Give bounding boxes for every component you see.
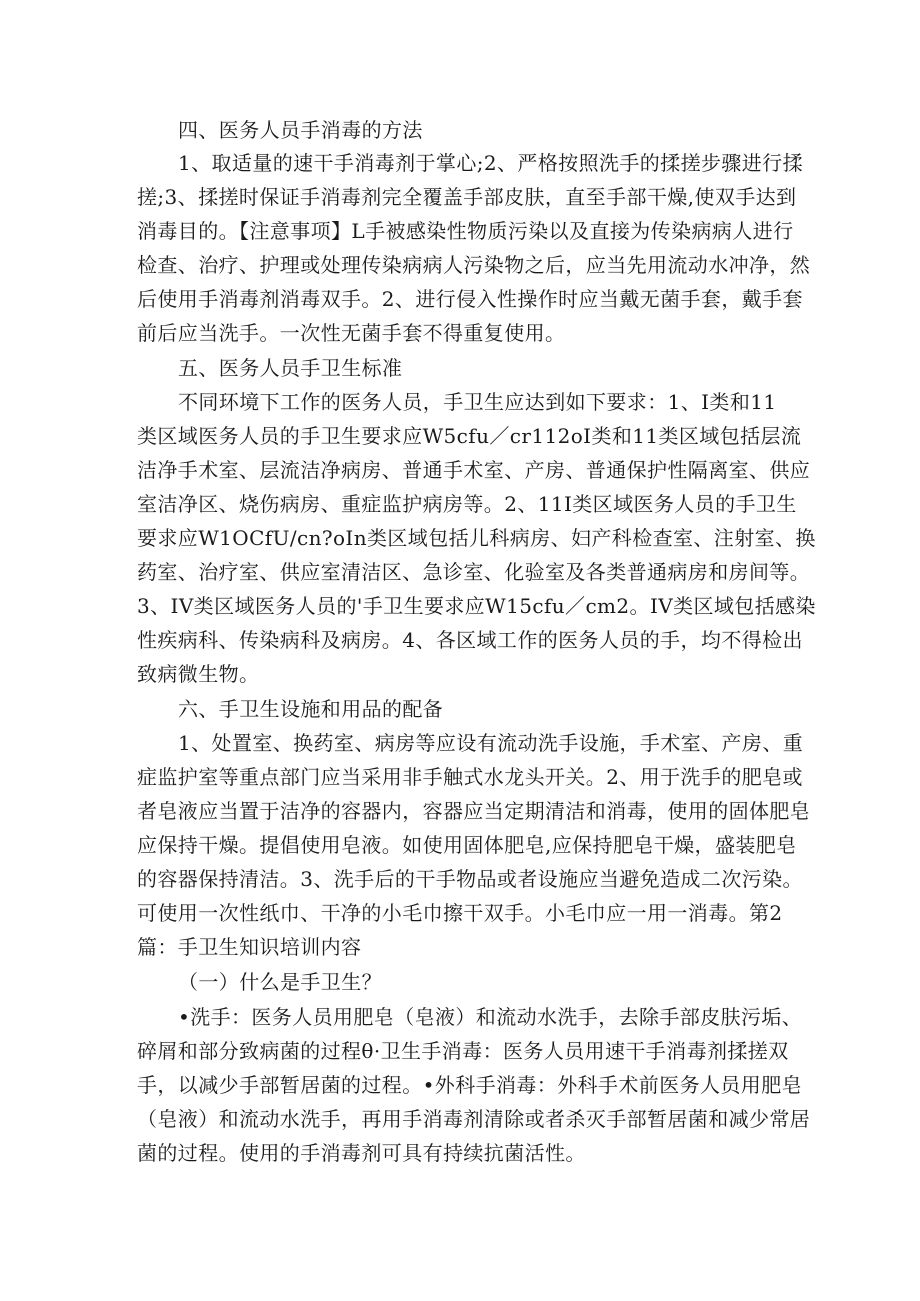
paragraph-line: 症监护室等重点部门应当采用非手触式水龙头开关。2、用于洗手的肥皂或 bbox=[137, 765, 803, 789]
paragraph-line: 3、IV类区域医务人员的'手卫生要求应W15cfu／cm2。IV类区域包括感染 bbox=[137, 594, 816, 618]
paragraph-line: 性疾病科、传染病科及病房。4、各区域工作的医务人员的手，均不得检出 bbox=[137, 628, 803, 652]
paragraph-line: 菌的过程。使用的手消毒剂可具有持续抗菌活性。 bbox=[137, 1141, 586, 1165]
paragraph-line: 1、取适量的速干手消毒剂于掌心;2、严格按照洗手的揉搓步骤进行揉 bbox=[178, 151, 803, 175]
paragraph-line: •洗手：医务人员用肥皂（皂液）和流动水洗手，去除手部皮肤污垢、 bbox=[178, 1005, 803, 1029]
paragraph-line: （皂液）和流动水洗手，再用手消毒剂清除或者杀灭手部暂居菌和减少常居 bbox=[137, 1107, 811, 1131]
subsection-heading: （一）什么是手卫生？ bbox=[178, 970, 382, 994]
section-heading-5: 五、医务人员手卫生标准 bbox=[178, 356, 403, 380]
paragraph-line: 应保持干燥。提倡使用皂液。如使用固体肥皂,应保持肥皂干燥，盛装肥皂 bbox=[137, 833, 797, 857]
paragraph-line: 致病微生物。 bbox=[137, 662, 260, 686]
section-heading-6: 六、手卫生设施和用品的配备 bbox=[178, 697, 444, 721]
paragraph-line: 药室、治疗室、供应室清洁区、急诊室、化验室及各类普通病房和房间等。 bbox=[137, 560, 811, 584]
paragraph-line: 手，以减少手部暂居菌的过程。•外科手消毒：外科手术前医务人员用肥皂 bbox=[137, 1073, 802, 1097]
paragraph-line: 的容器保持清洁。3、洗手后的干手物品或者设施应当避免造成二次污染。 bbox=[137, 867, 803, 891]
paragraph-line: 搓;3、揉搓时保证手消毒剂完全覆盖手部皮肤，直至手部干燥,使双手达到 bbox=[137, 185, 797, 209]
paragraph-line: 1、处置室、换药室、病房等应设有流动洗手设施，手术室、产房、重 bbox=[178, 731, 804, 755]
paragraph-line: 者皂液应当置于洁净的容器内，容器应当定期清洁和消毒，使用的固体肥皂 bbox=[137, 799, 811, 823]
paragraph-line: 篇：手卫生知识培训内容 bbox=[137, 935, 362, 959]
paragraph-line: 前后应当洗手。一次性无菌手套不得重复使用。 bbox=[137, 321, 566, 345]
paragraph-line: 消毒目的。【注意事项】L手被感染性物质污染以及直接为传染病病人进行 bbox=[137, 219, 794, 243]
paragraph-line: 可使用一次性纸巾、干净的小毛巾擦干双手。小毛巾应一用一消毒。第2 bbox=[137, 901, 783, 925]
paragraph-line: 不同环境下工作的医务人员，手卫生应达到如下要求：1、I类和11 bbox=[178, 390, 777, 414]
paragraph-line: 类区域医务人员的手卫生要求应W5cfu／cr112oI类和11类区域包括层流 bbox=[137, 424, 802, 448]
paragraph-line: 室洁净区、烧伤病房、重症监护病房等。2、11I类区域医务人员的手卫生 bbox=[137, 492, 797, 516]
paragraph-line: 检查、治疗、护理或处理传染病病人污染物之后，应当先用流动水冲净，然 bbox=[137, 253, 811, 277]
paragraph-line: 后使用手消毒剂消毒双手。2、进行侵入性操作时应当戴无菌手套，戴手套 bbox=[137, 287, 803, 311]
paragraph-line: 碎屑和部分致病菌的过程θ·卫生手消毒：医务人员用速干手消毒剂揉搓双 bbox=[137, 1039, 789, 1063]
paragraph-line: 洁净手术室、层流洁净病房、普通手术室、产房、普通保护性隔离室、供应 bbox=[137, 458, 811, 482]
section-heading-4: 四、医务人员手消毒的方法 bbox=[178, 118, 423, 142]
paragraph-line: 要求应W1OCfU/cn?oIn类区域包括儿科病房、妇产科检查室、注射室、换 bbox=[137, 526, 816, 550]
